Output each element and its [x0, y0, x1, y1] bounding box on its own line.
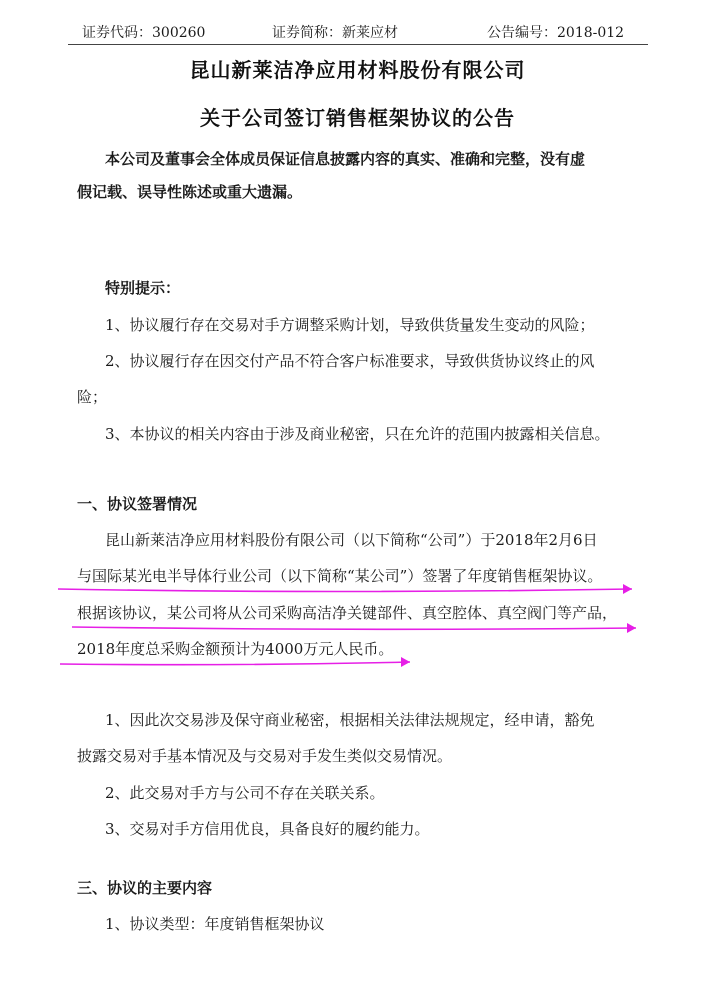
section-1-para-line-1: 昆山新莱洁净应用材料股份有限公司（以下简称“公司”）于2018年2月6日 — [105, 531, 598, 549]
notice-item-2-line-1: 2、协议履行存在因交付产品不符合客户标准要求，导致供货协议终止的风 — [105, 352, 595, 370]
stock-code: 证券代码：300260 — [82, 25, 206, 41]
annotation-arrow-head — [627, 623, 636, 633]
section-3-item-1: 1、协议类型：年度销售框架协议 — [105, 915, 325, 933]
section-1-item-2: 2、此交易对手方与公司不存在关联关系。 — [105, 784, 385, 802]
statement-line-1: 本公司及董事会全体成员保证信息披露内容的真实、准确和完整，没有虚 — [105, 150, 586, 168]
section-1-para-line-4: 2018年度总采购金额预计为4000万元人民币。 — [77, 640, 394, 658]
stock-abbreviation: 证券简称：新莱应材 — [272, 25, 398, 41]
section-1-para-line-3: 根据该协议，某公司将从公司采购高洁净关键部件、真空腔体、真空阀门等产品， — [77, 604, 618, 622]
section-1-heading: 一、协议签署情况 — [77, 495, 198, 513]
company-title: 昆山新莱洁净应用材料股份有限公司 — [189, 58, 526, 82]
announcement-title: 关于公司签订销售框架协议的公告 — [200, 106, 515, 130]
section-1-item-3: 3、交易对手方信用优良，具备良好的履约能力。 — [105, 820, 430, 838]
special-notice-heading: 特别提示： — [105, 279, 181, 297]
annotation-arrow-head — [401, 657, 410, 667]
annotation-arrow-head — [623, 584, 632, 594]
annotation-arrow-line — [72, 627, 636, 629]
notice-number: 公告编号：2018-012 — [487, 25, 625, 41]
section-1-item-1-line-2: 披露交易对手基本情况及与交易对手发生类似交易情况。 — [77, 747, 453, 765]
annotation-arrow-line — [58, 589, 632, 592]
notice-item-3: 3、本协议的相关内容由于涉及商业秘密，只在允许的范围内披露相关信息。 — [105, 425, 610, 443]
section-1-item-1-line-1: 1、因此次交易涉及保守商业秘密，根据相关法律法规规定，经申请，豁免 — [105, 711, 595, 729]
section-3-heading: 三、协议的主要内容 — [77, 879, 213, 897]
section-1-para-line-2: 与国际某光电半导体行业公司（以下简称“某公司”）签署了年度销售框架协议。 — [77, 567, 603, 585]
statement-line-2: 假记载、误导性陈述或重大遗漏。 — [77, 183, 303, 201]
notice-item-1: 1、协议履行存在交易对手方调整采购计划，导致供货量发生变动的风险； — [105, 316, 595, 334]
annotation-arrow-line — [60, 662, 410, 665]
notice-item-2-line-2: 险； — [77, 388, 108, 406]
